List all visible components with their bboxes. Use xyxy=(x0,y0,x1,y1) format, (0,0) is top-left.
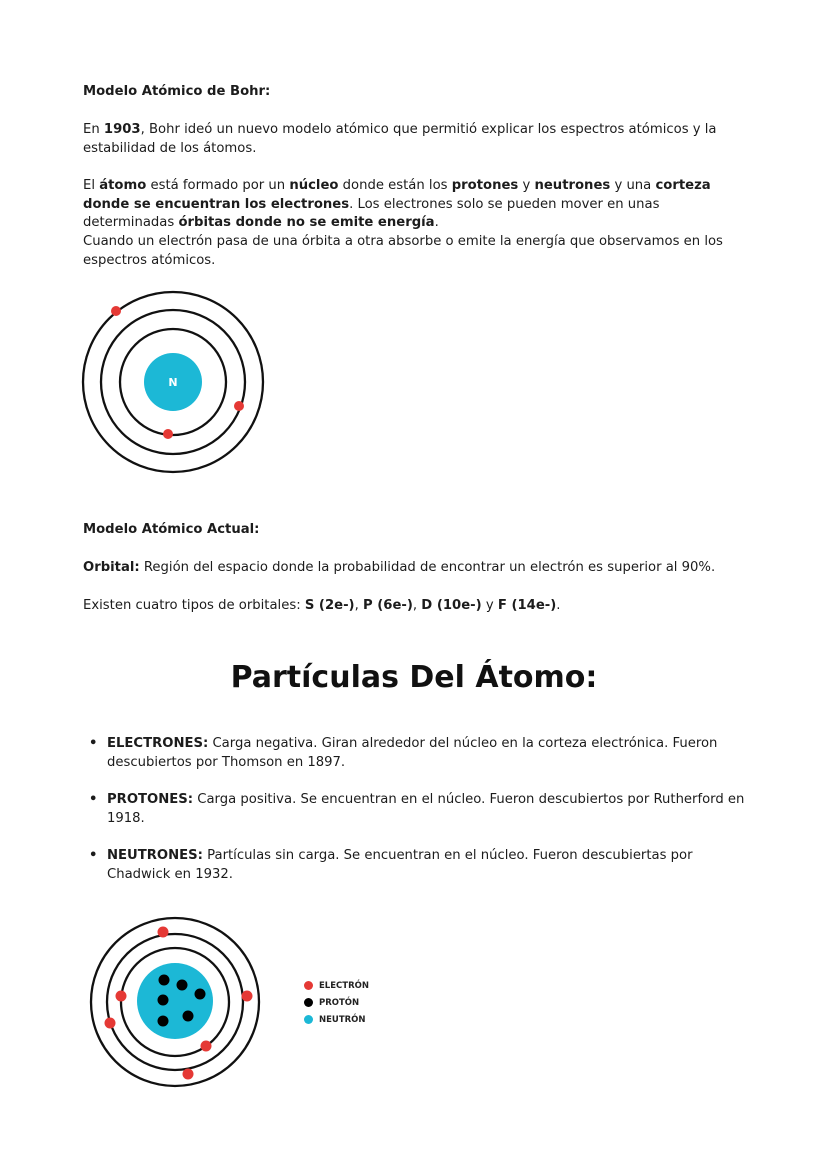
bohr-paragraph-1903: En 1903, Bohr ideó un nuevo modelo atómico que permitió explicar los espectros atómicos y la estabilidad de los átomos. xyxy=(83,122,717,156)
orbital-types: Existen cuatro tipos de orbitales: S (2e-), P (6e-), D (10e-) y F (14e-). xyxy=(83,598,561,613)
proton xyxy=(183,1011,194,1022)
electron-swatch xyxy=(304,981,313,990)
bohr-heading: Modelo Atómico de Bohr: xyxy=(83,84,271,99)
list-item xyxy=(83,791,748,828)
proton xyxy=(159,975,170,986)
electron xyxy=(105,1018,116,1029)
electron xyxy=(158,927,169,938)
item-text-electrones: ELECTRONES: Carga negativa. Giran alrededor del núcleo en la corteza electrónica. Fueron descubiertos por Thomson en 1897. xyxy=(107,736,718,770)
particles-legend xyxy=(304,977,369,1028)
legend-item-proton xyxy=(304,994,369,1011)
particles-title: Partículas Del Átomo: xyxy=(230,660,598,695)
proton xyxy=(158,995,169,1006)
particles-list xyxy=(83,735,748,904)
nucleus xyxy=(137,963,213,1039)
electron-outer xyxy=(111,306,121,316)
electron xyxy=(201,1041,212,1052)
bohr-paragraph-structure: El átomo está formado por un núcleo donde están los protones y neutrones y una corteza donde se encuentran los electrones. Los electrones solo se pueden mover en unas determinadas órbitas donde no se emite energía. xyxy=(83,178,711,231)
legend-item-neutron xyxy=(304,1011,369,1028)
bohr-paragraph-energy: Cuando un electrón pasa de una órbita a otra absorbe o emite la energía que observamos en los espectros atómicos. xyxy=(83,234,723,268)
electron xyxy=(116,991,127,1002)
bullet: • xyxy=(89,736,98,751)
electron-middle xyxy=(234,401,244,411)
proton xyxy=(158,1016,169,1027)
list-item xyxy=(83,847,748,884)
legend-item-electron xyxy=(304,977,369,994)
proton xyxy=(195,989,206,1000)
electron xyxy=(183,1069,194,1080)
item-text-neutrones: NEUTRONES: Partículas sin carga. Se encuentran en el núcleo. Fueron descubiertas por Chadwick en 1932. xyxy=(107,848,693,882)
bullet: • xyxy=(89,848,98,864)
bohr-atom-diagram xyxy=(78,286,268,476)
bullet: • xyxy=(89,792,98,808)
proton-swatch xyxy=(304,998,313,1007)
electron-inner xyxy=(163,429,173,439)
atom-particles-diagram xyxy=(84,912,264,1092)
legend-label: PROTÓN xyxy=(319,997,360,1008)
legend-label: NEUTRÓN xyxy=(319,1014,366,1025)
electron xyxy=(242,991,253,1002)
legend-label: ELECTRÓN xyxy=(319,980,369,991)
nucleus-label: N xyxy=(168,376,178,389)
proton xyxy=(177,980,188,991)
neutron-swatch xyxy=(304,1015,313,1024)
list-item xyxy=(83,735,748,772)
orbital-definition: Orbital: Región del espacio donde la probabilidad de encontrar un electrón es superior al 90%. xyxy=(83,560,716,575)
actual-heading: Modelo Atómico Actual: xyxy=(83,522,260,537)
item-text-protones: PROTONES: Carga positiva. Se encuentran en el núcleo. Fueron descubiertos por Rutherford en 1918. xyxy=(107,792,745,826)
